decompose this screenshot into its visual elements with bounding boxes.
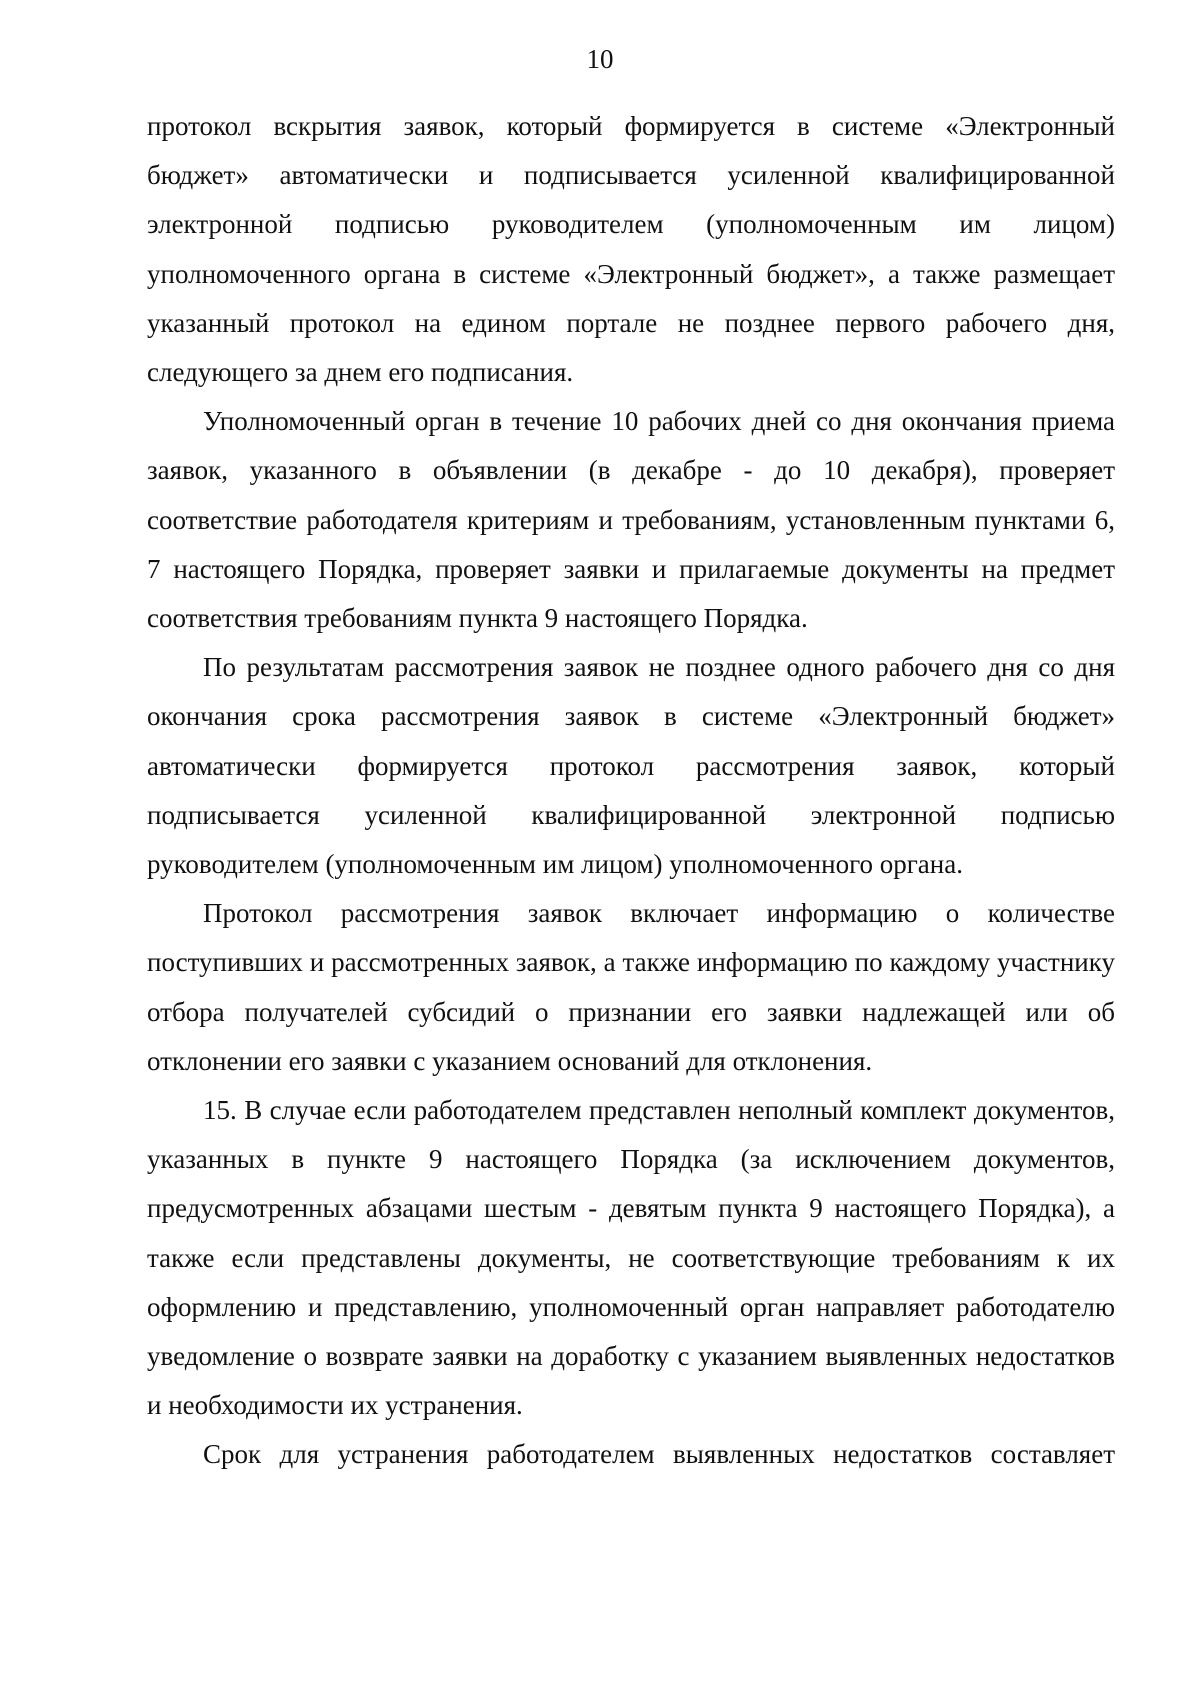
paragraph-protocol-contents: Протокол рассмотрения заявок включает информацию о количестве поступивших и рассмотренных заявок, а также информацию по каждому участнику отбора получателей субсидий о признании его заявки надлежащей или об отклонении его заявки с указанием оснований для отклонения. [147,898,1115,1076]
paragraph-review-results: По результатам рассмотрения заявок не позднее одного рабочего дня со дня окончания срока рассмотрения заявок в системе «Электронный бюджет» автоматически формируется протокол рассмотрения заявок, который подписывается усиленной квалифицированной электронной подписью руководителем (уполномоченным им лицом) уполномоченного органа. [147,652,1115,880]
paragraph-continued: протокол вскрытия заявок, который формируется в системе «Электронный бюджет» автоматически и подписывается усиленной квалифицированной электронной подписью руководителем (уполномоченным им лицом) уполномоченного органа в системе «Электронный бюджет», а также размещает указанный протокол на едином портале не позднее первого рабочего дня, следующего за днем его подписания. [147,111,1115,388]
page-number: 10 [586,44,614,74]
paragraph-item-15: 15. В случае если работодателем представлен неполный комплект документов, указанных в пункте 9 настоящего Порядка (за исключением документов, предусмотренных абзацами шестым - девятым пункта 9 настоящего Порядка), а также если представлены документы, не соответствующие требованиям к их оформлению и представлению, уполномоченный орган направляет работодателю уведомление о возврате заявки на доработку с указанием выявленных недостатков и необходимости их устранения. [147,1095,1115,1421]
paragraph-review-deadline: Уполномоченный орган в течение 10 рабочих дней со дня окончания приема заявок, указанного в объявлении (в декабре - до 10 декабря), проверяет соответствие работодателя критериям и требованиям, установленным пунктами 6, 7 настоящего Порядка, проверяет заявки и прилагаемые документы на предмет соответствия требованиям пункта 9 настоящего Порядка. [147,406,1115,634]
paragraph-correction-term: Срок для устранения работодателем выявленных недостатков составляет [203,1439,1115,1470]
document-body [147,102,1115,1480]
